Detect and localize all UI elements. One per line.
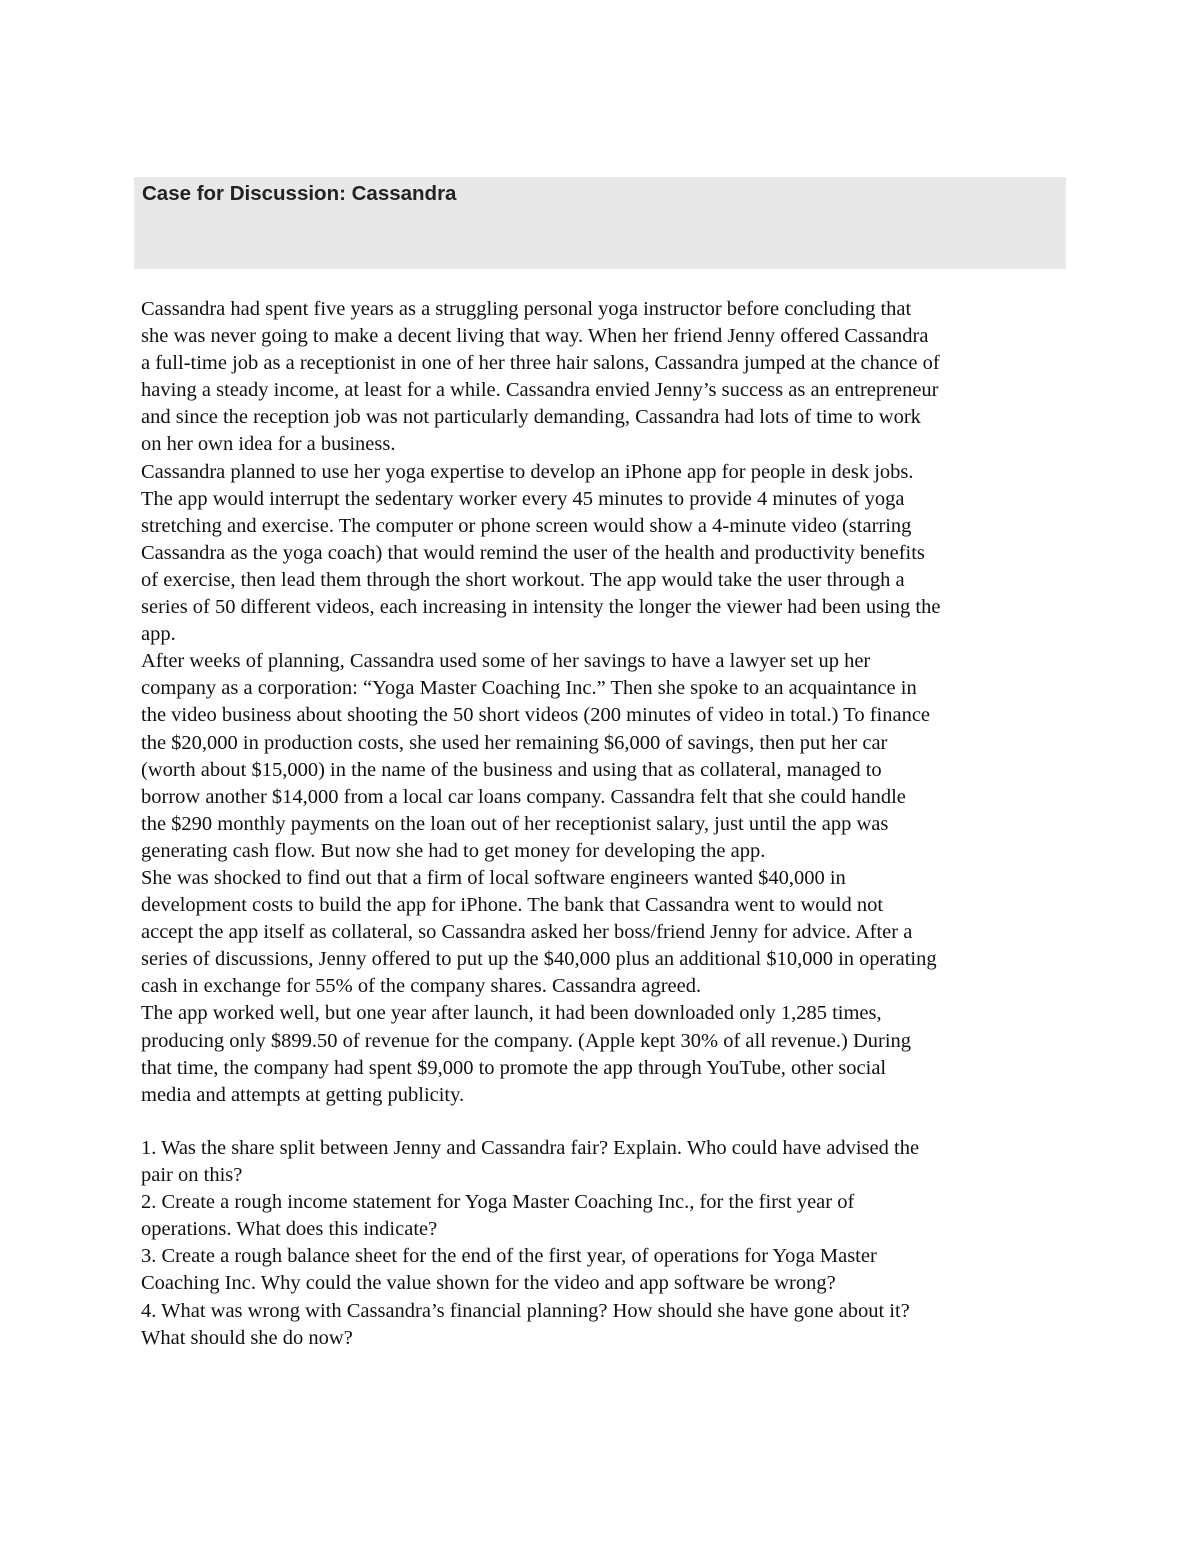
question-line: pair on this? [141, 1164, 243, 1187]
case-header-box [134, 177, 1066, 269]
body-line: a full-time job as a receptionist in one of her three hair salons, Cassandra jumped at the chance of [141, 352, 940, 375]
body-line: Cassandra had spent five years as a struggling personal yoga instructor before concluding that [141, 298, 912, 320]
body-line: stretching and exercise. The computer or phone screen would show a 4-minute video (starring [141, 514, 912, 537]
body-line: borrow another $14,000 from a local car loans company. Cassandra felt that she could handle [141, 785, 906, 808]
body-line: on her own idea for a business. [141, 433, 396, 456]
body-line: series of discussions, Jenny offered to put up the $40,000 plus an additional $10,000 in operating [141, 948, 937, 971]
question-line: 4. What was wrong with Cassandra’s financial planning? How should she have gone about it? [141, 1299, 910, 1322]
body-line: Cassandra as the yoga coach) that would remind the user of the health and productivity benefits [141, 541, 925, 564]
body-line: development costs to build the app for iPhone. The bank that Cassandra went to would not [141, 894, 884, 917]
body-line: app. [141, 623, 176, 646]
body-line: company as a corporation: “Yoga Master Coaching Inc.” Then she spoke to an acquaintance in [141, 677, 917, 700]
body-line: having a steady income, at least for a while. Cassandra envied Jenny’s success as an entrepreneur [141, 379, 939, 402]
body-line: The app worked well, but one year after launch, it had been downloaded only 1,285 times, [141, 1002, 882, 1025]
discussion-questions [141, 1135, 1071, 1352]
body-line: the $290 monthly payments on the loan out of her receptionist salary, just until the app was [141, 812, 889, 835]
body-line: she was never going to make a decent living that way. When her friend Jenny offered Cassandra [141, 325, 929, 348]
question-line: What should she do now? [141, 1326, 353, 1349]
body-line: producing only $899.50 of revenue for the company. (Apple kept 30% of all revenue.) During [141, 1029, 912, 1052]
body-line: the video business about shooting the 50 short videos (200 minutes of video in total.) To finance [141, 704, 931, 727]
body-line: accept the app itself as collateral, so Cassandra asked her boss/friend Jenny for advice. After a [141, 921, 913, 944]
body-line: generating cash flow. But now she had to get money for developing the app. [141, 839, 766, 862]
body-line: Cassandra planned to use her yoga expertise to develop an iPhone app for people in desk jobs. [141, 460, 914, 483]
body-line: that time, the company had spent $9,000 to promote the app through YouTube, other social [141, 1056, 887, 1079]
question-line: 2. Create a rough income statement for Yoga Master Coaching Inc., for the first year of [141, 1191, 855, 1214]
body-line: series of 50 different videos, each increasing in intensity the longer the viewer had been using the [141, 596, 941, 619]
body-line: She was shocked to find out that a firm of local software engineers wanted $40,000 in [141, 866, 846, 889]
case-body [141, 296, 1071, 1109]
body-line: and since the reception job was not particularly demanding, Cassandra had lots of time to work [141, 406, 921, 429]
question-line: operations. What does this indicate? [141, 1218, 438, 1241]
question-line: Coaching Inc. Why could the value shown for the video and app software be wrong? [141, 1272, 836, 1295]
body-line: of exercise, then lead them through the short workout. The app would take the user through a [141, 568, 905, 591]
body-line: cash in exchange for 55% of the company shares. Cassandra agreed. [141, 975, 702, 998]
body-line: The app would interrupt the sedentary worker every 45 minutes to provide 4 minutes of yoga [141, 487, 905, 510]
body-line: After weeks of planning, Cassandra used some of her savings to have a lawyer set up her [141, 650, 871, 673]
body-line: (worth about $15,000) in the name of the business and using that as collateral, managed to [141, 758, 882, 781]
question-line: 3. Create a rough balance sheet for the end of the first year, of operations for Yoga Master [141, 1245, 877, 1268]
body-line: the $20,000 in production costs, she used her remaining $6,000 of savings, then put her car [141, 731, 888, 754]
body-line: media and attempts at getting publicity. [141, 1083, 465, 1106]
case-title: Case for Discussion: Cassandra [142, 182, 457, 205]
question-line: 1. Was the share split between Jenny and Cassandra fair? Explain. Who could have advised the [141, 1137, 920, 1159]
